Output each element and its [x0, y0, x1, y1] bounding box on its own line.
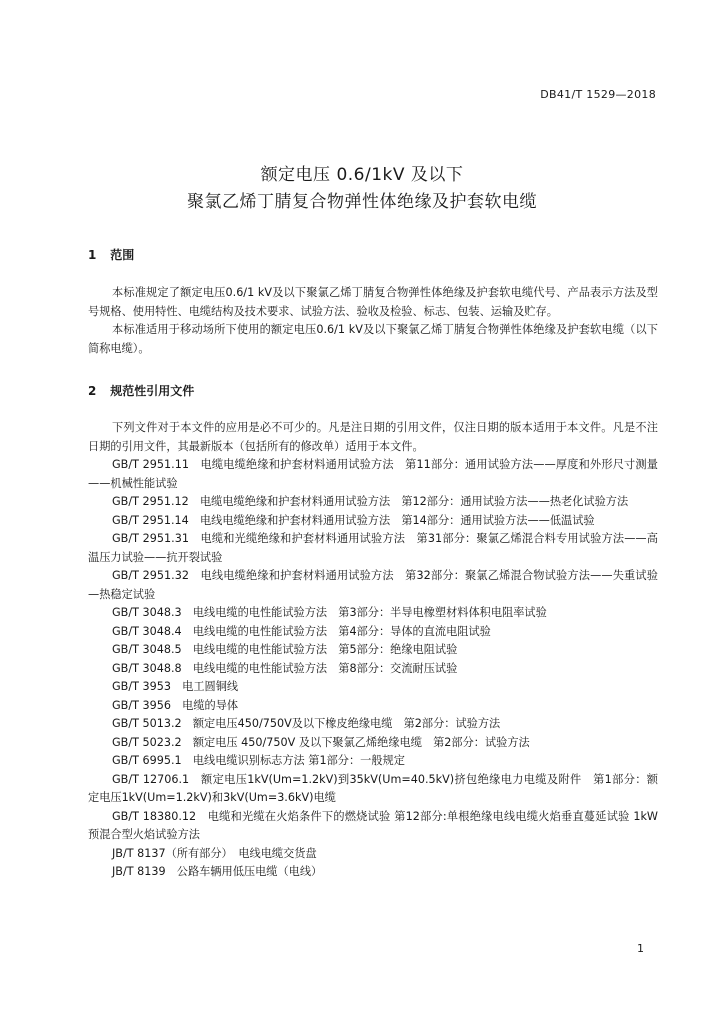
- section1-number: 1: [88, 248, 97, 262]
- reference-item: GB/T 3048.8 电线电缆的电性能试验方法 第8部分：交流耐压试验: [112, 661, 458, 675]
- document-title-line1: 额定电压 0.6/1kV 及以下: [260, 165, 464, 185]
- section2-number: 2: [88, 384, 97, 398]
- reference-item: JB/T 8137（所有部分） 电线电缆交货盘: [112, 846, 317, 860]
- reference-item: JB/T 8139 公路车辆用低压电缆（电线）: [112, 865, 323, 878]
- section1-paragraph: 本标准规定了额定电压0.6/1 kV及以下聚氯乙烯丁腈复合物弹性体绝缘及护套软电缆代号、产品表示方法及型号规格、使用特性、电缆结构及技术要求、试验方法、验收及检验、标志、包装、运输及贮存。: [88, 286, 658, 318]
- section2-heading: [88, 382, 194, 399]
- reference-item: GB/T 5023.2 额定电压 450/750V 及以下聚氯乙烯绝缘电缆 第2部分：试验方法: [112, 735, 530, 749]
- section2-intro: 下列文件对于本文件的应用是必不可少的。凡是注日期的引用文件，仅注日期的版本适用于本文件。凡是不注日期的引用文件，其最新版本（包括所有的修改单）适用于本文件。: [88, 421, 658, 453]
- reference-item: GB/T 2951.11 电缆电缆绝缘和护套材料通用试验方法 第11部分：通用试验方法——厚度和外形尺寸测量——机械性能试验: [88, 458, 658, 490]
- document-title-line2: 聚氯乙烯丁腈复合物弹性体绝缘及护套软电缆: [187, 192, 537, 212]
- reference-item: GB/T 18380.12 电缆和光缆在火焰条件下的燃烧试验 第12部分:单根绝缘电线电缆火焰垂直蔓延试验 1kW预混合型火焰试验方法: [88, 809, 658, 841]
- reference-item: GB/T 5013.2 额定电压450/750V及以下橡皮绝缘电缆 第2部分：试验方法: [112, 717, 501, 730]
- section1-paragraph: 本标准适用于移动场所下使用的额定电压0.6/1 kV及以下聚氯乙烯丁腈复合物弹性体绝缘及护套软电缆（以下简称电缆）。: [88, 323, 658, 355]
- reference-item: GB/T 3953 电工圆铜线: [112, 680, 239, 693]
- reference-item: GB/T 2951.14 电线电缆绝缘和护套材料通用试验方法 第14部分：通用试验方法——低温试验: [112, 513, 595, 527]
- standard-code: DB41/T 1529—2018: [540, 88, 656, 101]
- section1-heading: [88, 246, 134, 263]
- section2-body: [88, 419, 658, 882]
- reference-item: GB/T 3956 电缆的导体: [112, 698, 239, 712]
- page-number: 1: [637, 942, 644, 955]
- reference-item: GB/T 3048.3 电线电缆的电性能试验方法 第3部分：半导电橡塑材料体积电阻率试验: [112, 606, 547, 619]
- reference-item: GB/T 2951.32 电线电缆绝缘和护套材料通用试验方法 第32部分：聚氯乙烯混合物试验方法——失重试验—热稳定试验: [88, 569, 658, 601]
- reference-item: GB/T 3048.4 电线电缆的电性能试验方法 第4部分：导体的直流电阻试验: [112, 624, 491, 638]
- reference-item: GB/T 3048.5 电线电缆的电性能试验方法 第5部分：绝缘电阻试验: [112, 643, 458, 656]
- section1-body: [88, 284, 658, 358]
- section2-title: 规范性引用文件: [110, 384, 195, 398]
- reference-item: GB/T 2951.12 电缆电缆绝缘和护套材料通用试验方法 第12部分：通用试验方法——热老化试验方法: [112, 495, 629, 508]
- reference-item: GB/T 12706.1 额定电压1kV(Um=1.2kV)到35kV(Um=40.5kV)挤包绝缘电力电缆及附件 第1部分：额定电压1kV(Um=1.2kV)和3kV(Um=3.6kV)电缆: [88, 772, 658, 804]
- reference-item: GB/T 2951.31 电缆和光缆绝缘和护套材料通用试验方法 第31部分：聚氯乙烯混合料专用试验方法——高温压力试验——抗开裂试验: [88, 532, 658, 564]
- section1-title: 范围: [110, 248, 135, 262]
- reference-item: GB/T 6995.1 电线电缆识别标志方法 第1部分：一般规定: [112, 754, 405, 767]
